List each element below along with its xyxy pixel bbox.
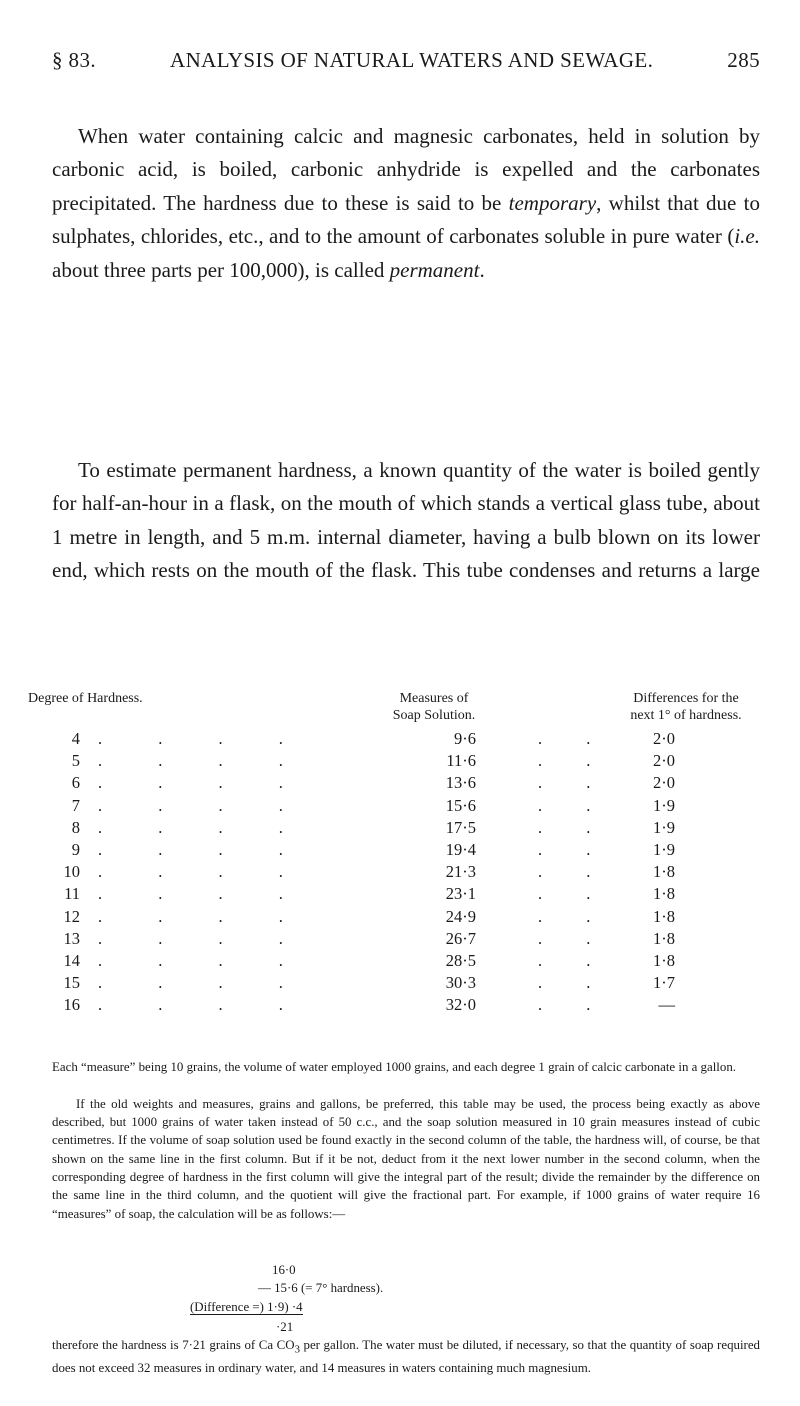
difference-cell: 1·8 (653, 862, 675, 882)
difference-cell: 1·7 (653, 973, 675, 993)
leader-dots: . . . . (98, 995, 309, 1015)
table-row (0, 862, 800, 884)
leader-dots: . . . . (98, 817, 309, 837)
note-conclusion (52, 1336, 760, 1377)
degree-cell: 15 (63, 973, 80, 993)
page-number: 285 (727, 48, 760, 72)
leader-dots: . . . . (98, 795, 309, 815)
table-row (0, 840, 800, 862)
table-row (0, 929, 800, 951)
leader-dots: . . . . (98, 751, 309, 771)
difference-cell: 1·8 (653, 951, 675, 970)
header-measures-line2: Soap Solution. (392, 708, 476, 723)
subscript-3: 3 (294, 1343, 300, 1356)
degree-cell: 4 (71, 729, 80, 748)
leader-dots: . . (538, 840, 611, 859)
degree-cell: 10 (63, 862, 80, 882)
leader-dots: . . . . (98, 928, 309, 948)
term-permanent: permanent (389, 257, 480, 282)
calc-line-divide (190, 1298, 303, 1316)
degree-cell: 5 (71, 751, 80, 771)
measures-cell: 28·5 (445, 951, 476, 970)
leader-dots: . . (538, 884, 611, 904)
difference-cell: 1·9 (653, 795, 675, 815)
calc-line-subtract: — 15·6 (= 7° hardness). (258, 1281, 384, 1296)
section-number: § 83. (52, 48, 96, 72)
leader-dots: . . (538, 795, 611, 815)
table-row (0, 907, 800, 929)
measures-cell: 32·0 (445, 995, 476, 1015)
para1-text-d: . (479, 257, 485, 282)
para1-text-b: , whilst that due to sulphates, chlorides, etc., and to the amount of carbonates soluble in pure water ( (52, 190, 760, 249)
para1-text-a: When water containing calcic and magnesic carbonates, held in solution by carbonic acid, is boiled, carbonic anhydride is expelled and the carbonates precipitated. The hardness due to these is said to be (52, 124, 760, 215)
degree-cell: 16 (63, 995, 80, 1015)
table-header-degree: Degree of Hardness. (28, 691, 143, 706)
difference-cell: 2·0 (653, 729, 675, 748)
conclusion-text-b: per gallon. The water must be diluted, if necessary, so that the quantity of soap required does not exceed 32 measures in ordinary water, and 14 measures in waters containing much magnesium. (52, 1338, 760, 1375)
leader-dots: . . . . (98, 973, 309, 993)
measures-cell: 17·5 (445, 817, 476, 837)
paragraph-hardness-definition (52, 120, 760, 287)
measures-cell: 13·6 (445, 773, 476, 793)
note-old-weights: If the old weights and measures, grains and gallons, be preferred, this table may be used, the process being exactly as above described, but 1000 grains of water taken instead of 50 c.c., and the soap solution measured in 10 grain measures instead of cubic centimetres. If the volume of soap solution used be found exactly in the second column of the table, the hardness will, of course, be that shown on the same line in the first column. But if it be not, deduct from it the next lower number in the second column, when the corresponding degree of hardness in the first column will give the integral part of the result; divide the remainder by the difference on the same line in the third column, and the quotient will give the fractional part. For example, if 1000 grains of water require 16 “measures” of soap, the calculation will be as follows:— (52, 1096, 760, 1221)
measures-cell: 21·3 (445, 862, 476, 882)
leader-dots: . . . . (98, 729, 309, 748)
leader-dots: . . (538, 906, 611, 926)
leader-dots: . . . . (98, 773, 309, 793)
leader-dots: . . (538, 751, 611, 771)
degree-cell: 7 (71, 795, 80, 815)
leader-dots: . . . . (98, 906, 309, 926)
leader-dots: . . (538, 817, 611, 837)
leader-dots: . . (538, 773, 611, 793)
measures-cell: 9·6 (454, 729, 476, 748)
leader-dots: . . . . (98, 840, 309, 859)
difference-cell: 1·9 (653, 817, 675, 837)
header-measures-line1: Measures of (399, 691, 469, 706)
leader-dots: . . (538, 729, 611, 748)
calc-divisor: (Difference =) 1·9) (190, 1299, 292, 1314)
leader-dots: . . (538, 862, 611, 882)
measures-cell: 15·6 (445, 795, 476, 815)
measures-cell: 19·4 (445, 840, 476, 859)
leader-dots: . . (538, 951, 611, 970)
difference-cell: 1·9 (653, 840, 675, 859)
note-measure-definition: Each “measure” being 10 grains, the volume of water employed 1000 grains, and each degree 1 grain of calcic carbonate in a gallon. (52, 1060, 736, 1074)
table-row (0, 773, 800, 795)
abbrev-ie: i.e. (734, 224, 760, 249)
measures-cell: 24·9 (445, 906, 476, 926)
difference-cell: 1·8 (653, 884, 675, 904)
para1-text-c: about three parts per 100,000), is called (52, 257, 390, 282)
degree-cell: 11 (64, 884, 80, 904)
measures-cell: 23·1 (445, 884, 476, 904)
table-row (0, 796, 800, 818)
running-title: ANALYSIS OF NATURAL WATERS AND SEWAGE. (170, 48, 654, 72)
measures-cell: 26·7 (445, 928, 476, 948)
difference-cell: 2·0 (653, 751, 675, 771)
measures-cell: 30·3 (445, 973, 476, 993)
degree-cell: 9 (71, 840, 80, 859)
degree-cell: 8 (71, 817, 80, 837)
header-diff-line1: Differences for the (633, 691, 739, 706)
table-header-differences (596, 690, 776, 724)
table-row (0, 818, 800, 840)
measures-cell: 11·6 (446, 751, 476, 771)
calc-line-dividend: 16·0 (272, 1262, 296, 1277)
leader-dots: . . . . (98, 951, 309, 970)
leader-dots: . . (538, 995, 611, 1015)
difference-cell: — (658, 995, 675, 1015)
degree-cell: 12 (63, 906, 80, 926)
degree-cell: 13 (63, 928, 80, 948)
table-row (0, 995, 800, 1017)
degree-cell: 6 (71, 773, 80, 793)
table-row (0, 751, 800, 773)
header-diff-line2: next 1° of hardness. (630, 708, 742, 723)
conclusion-text-a: therefore the hardness is 7·21 grains of Ca CO (52, 1338, 295, 1353)
leader-dots: . . (538, 928, 611, 948)
table-header-measures (354, 690, 514, 724)
table-row (0, 951, 800, 973)
difference-cell: 2·0 (653, 773, 675, 793)
calc-remainder: ·4 (291, 1299, 303, 1314)
calc-line-quotient: ·21 (276, 1319, 294, 1334)
leader-dots: . . . . (98, 884, 309, 904)
table-row (0, 884, 800, 906)
table-row (0, 973, 800, 995)
degree-cell: 14 (63, 951, 80, 970)
difference-cell: 1·8 (653, 906, 675, 926)
difference-cell: 1·8 (653, 928, 675, 948)
term-temporary: temporary (508, 190, 597, 215)
leader-dots: . . (538, 973, 611, 993)
table-row (0, 729, 800, 751)
leader-dots: . . . . (98, 862, 309, 882)
paragraph-estimate-method: To estimate permanent hardness, a known quantity of the water is boiled gently for half-an-hour in a flask, on the mouth of which stands a vertical glass tube, about 1 metre in length, and 5 m.m. internal diameter, having a bulb blown on its lower end, which rests on the mouth of the flask. This tube condenses and returns a large (52, 458, 760, 583)
